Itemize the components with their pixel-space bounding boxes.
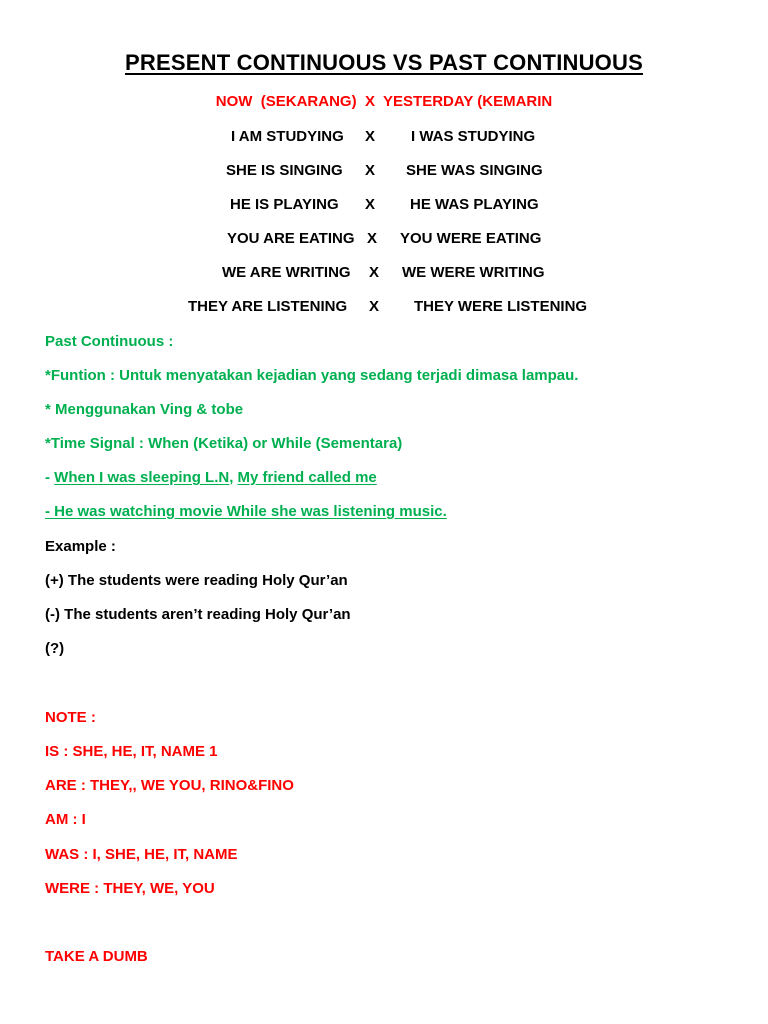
past-form: I WAS STUDYING bbox=[411, 128, 536, 145]
example-sentence-2: - He was watching movie While she was listening music. bbox=[45, 503, 447, 520]
usage-line: * Menggunakan Ving & tobe bbox=[45, 401, 244, 418]
example-sentence-1 bbox=[45, 469, 377, 486]
note-am: AM : I bbox=[45, 811, 86, 828]
example-question: (?) bbox=[45, 640, 65, 657]
note-were: WERE : THEY, WE, YOU bbox=[45, 880, 215, 897]
versus-x: X bbox=[365, 196, 376, 213]
pair-row-1 bbox=[0, 128, 768, 148]
past-form: THEY WERE LISTENING bbox=[414, 298, 588, 315]
example-positive: (+) The students were reading Holy Qur’an bbox=[45, 572, 348, 589]
present-form: YOU ARE EATING bbox=[227, 230, 355, 247]
past-form: YOU WERE EATING bbox=[400, 230, 542, 247]
versus-x: X bbox=[365, 128, 376, 145]
present-form: HE IS PLAYING bbox=[230, 196, 339, 213]
pair-row-3 bbox=[0, 196, 768, 216]
subtitle-now-vs-yesterday bbox=[0, 93, 768, 110]
past-form: WE WERE WRITING bbox=[402, 264, 545, 281]
versus-x: X bbox=[369, 298, 380, 315]
present-form: I AM STUDYING bbox=[231, 128, 344, 145]
time-signal-line: *Time Signal : When (Ketika) or While (Sementara) bbox=[45, 435, 403, 452]
pair-row-2 bbox=[0, 162, 768, 182]
versus-x: X bbox=[365, 162, 376, 179]
versus-x: X bbox=[367, 230, 378, 247]
example-negative: (-) The students aren’t reading Holy Qur’an bbox=[45, 606, 351, 623]
example-heading: Example : bbox=[45, 538, 116, 555]
note-is: IS : SHE, HE, IT, NAME 1 bbox=[45, 743, 218, 760]
pair-row-4 bbox=[0, 230, 768, 250]
subtitle-yesterday: YESTERDAY (KEMARIN bbox=[383, 93, 553, 110]
when-clause: When I was sleeping L.N bbox=[54, 469, 230, 486]
note-are: ARE : THEY,, WE YOU, RINO&FINO bbox=[45, 777, 294, 794]
note-was: WAS : I, SHE, HE, IT, NAME bbox=[45, 846, 238, 863]
past-form: SHE WAS SINGING bbox=[406, 162, 543, 179]
pair-row-6 bbox=[0, 298, 768, 318]
subtitle-separator: X bbox=[364, 93, 375, 110]
function-line: *Funtion : Untuk menyatakan kejadian yang sedang terjadi dimasa lampau. bbox=[45, 367, 579, 384]
versus-x: X bbox=[369, 264, 380, 281]
comma: , bbox=[229, 469, 238, 486]
present-form: SHE IS SINGING bbox=[226, 162, 343, 179]
dash: - bbox=[45, 469, 55, 486]
present-form: WE ARE WRITING bbox=[222, 264, 351, 281]
past-form: HE WAS PLAYING bbox=[410, 196, 539, 213]
subtitle-now: NOW (SEKARANG) bbox=[215, 93, 357, 110]
main-clause: My friend called me bbox=[237, 469, 377, 486]
pair-row-5 bbox=[0, 264, 768, 284]
present-form: THEY ARE LISTENING bbox=[188, 298, 348, 315]
note-heading: NOTE : bbox=[45, 709, 96, 726]
past-continuous-heading: Past Continuous : bbox=[45, 333, 174, 350]
closing-line: TAKE A DUMB bbox=[45, 948, 148, 965]
page-title: PRESENT CONTINUOUS VS PAST CONTINUOUS bbox=[125, 50, 643, 75]
